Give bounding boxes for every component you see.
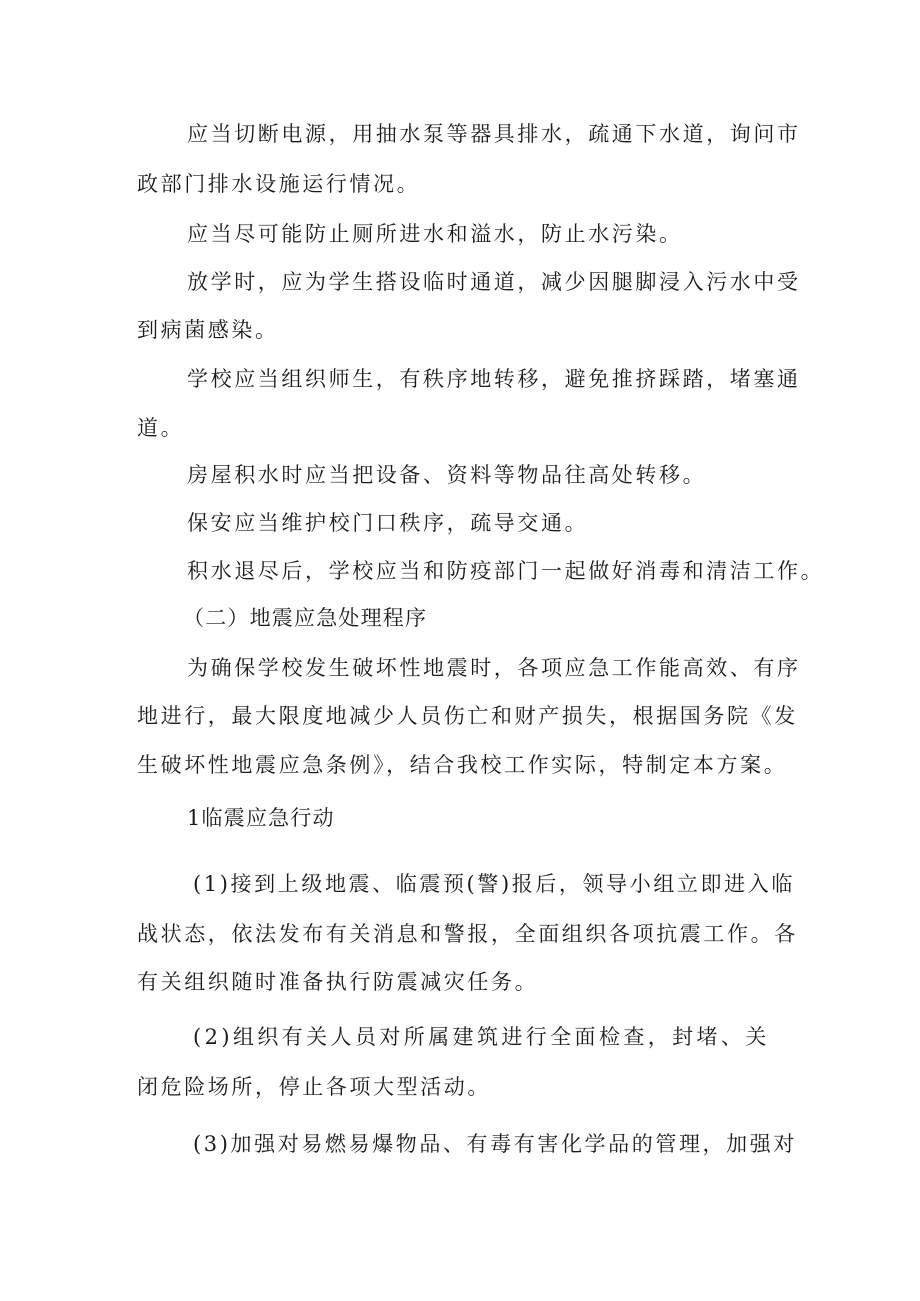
paragraph-line-8: 房屋积水时应当把设备、资料等物品往高处转移。 xyxy=(187,463,707,487)
paragraph-line-3: 应当尽可能防止厕所进水和溢水，防止水污染。 xyxy=(187,222,683,246)
paragraph-line-10: 积水退尽后，学校应当和防疫部门一起做好消毒和清洁工作。 xyxy=(187,559,825,583)
paragraph-line-1: 应当切断电源，用抽水泵等器具排水，疏通下水道，询问市 xyxy=(187,122,801,146)
paragraph-line-6: 学校应当组织师生，有秩序地转移，避免推挤踩踏，堵塞通 xyxy=(187,367,801,391)
paragraph-line-17: 战状态，依法发布有关消息和警报，全面组织各项抗震工作。各 xyxy=(137,922,798,946)
paragraph-line-12: 为确保学校发生破坏性地震时，各项应急工作能高效、有序 xyxy=(187,656,801,680)
paragraph-line-19: (2)组织有关人员对所属建筑进行全面检查，封堵、关 xyxy=(193,1025,770,1049)
paragraph-line-2: 政部门排水设施运行情况。 xyxy=(137,172,421,196)
paragraph-line-16: (1)接到上级地震、临震预(警)报后，领导小组立即进入临 xyxy=(193,872,795,896)
paragraph-line-13: 地进行，最大限度地减少人员伤亡和财产损失，根据国务院《发 xyxy=(137,704,798,728)
subsection-heading: 1临震应急行动 xyxy=(187,806,335,830)
paragraph-line-14: 生破坏性地震应急条例》，结合我校工作实际，特制定本方案。 xyxy=(137,753,788,777)
paragraph-line-7: 道。 xyxy=(137,416,185,440)
paragraph-line-9: 保安应当维护校门口秩序，疏导交通。 xyxy=(187,511,589,535)
paragraph-line-20: 闭危险场所，停止各项大型活动。 xyxy=(137,1075,491,1099)
paragraph-line-18: 有关组织随时准备执行防震减灾任务。 xyxy=(137,970,539,994)
paragraph-line-21: (3)加强对易燃易爆物品、有毒有害化学品的管理，加强对 xyxy=(193,1132,797,1156)
paragraph-line-5: 到病菌感染。 xyxy=(137,318,279,342)
paragraph-line-4: 放学时，应为学生搭设临时通道，减少因腿脚浸入污水中受 xyxy=(187,270,801,294)
section-heading: （二）地震应急处理程序 xyxy=(183,606,428,630)
